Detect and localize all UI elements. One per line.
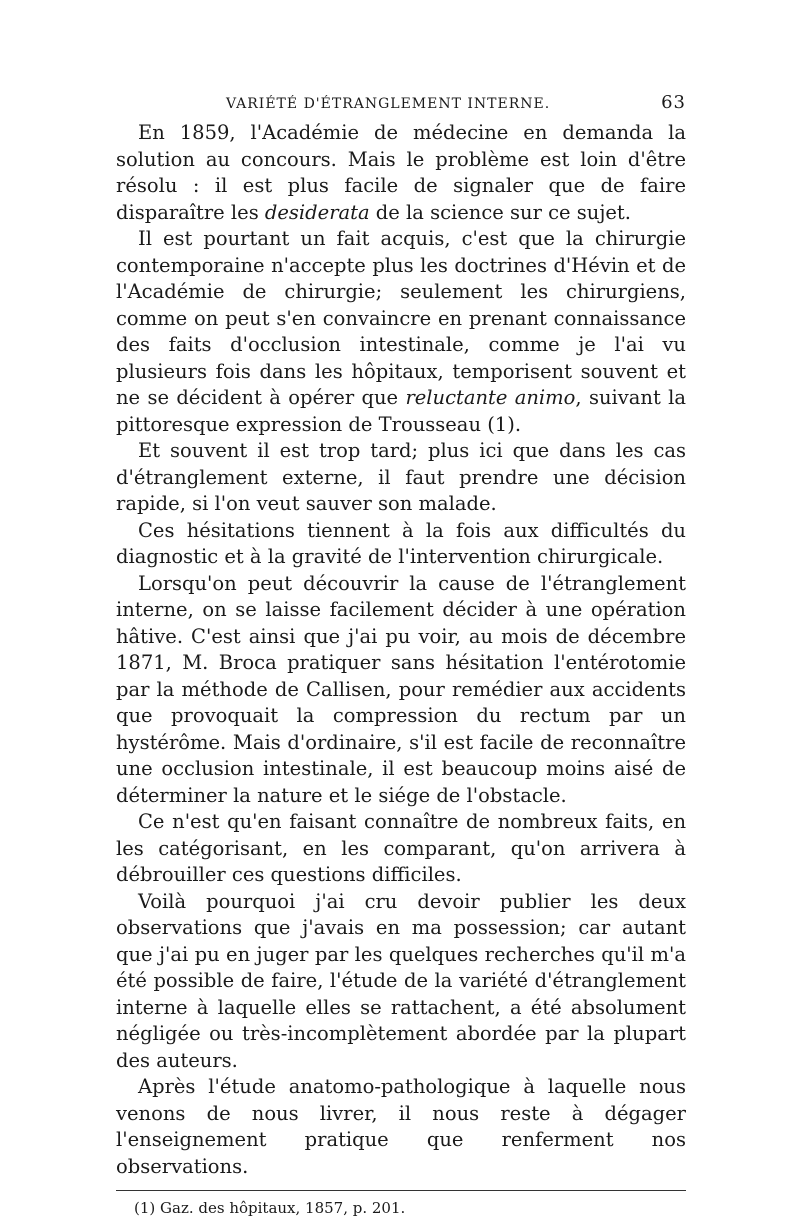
text-segment: Lorsqu'on peut découvrir la cause de l'étranglement interne, on se laisse facilement décider à une opération hâtive. C'est ainsi que j'ai pu voir, au mois de décembre 1871, M. Broca pratiquer sans hésitation l'entérotomie par la méthode de Callisen, pour remédier aux accidents que provoquait la compression du rectum par un hystérôme. Mais d'ordinaire, s'il est facile de reconnaître une occlusion intestinale, il est beaucoup moins aisé de déterminer la nature et le siége de l'obstacle. (116, 571, 686, 807)
paragraph (116, 809, 686, 889)
paragraph (116, 571, 686, 810)
running-head (116, 92, 686, 120)
paragraph (116, 518, 686, 571)
italic-phrase: reluctante animo (405, 386, 576, 409)
footnote: (1) Gaz. des hôpitaux, 1857, p. 201. (134, 1199, 406, 1217)
text-segment: de la science sur ce sujet. (369, 200, 631, 224)
paragraph (116, 120, 686, 226)
page-number: 63 (661, 92, 686, 113)
running-title: VARIÉTÉ D'ÉTRANGLEMENT INTERNE. (226, 96, 551, 112)
text-segment: Après l'étude anatomo-pathologique à laquelle nous venons de nous livrer, il nous reste à dégager l'enseignement pratique que renferment nos observations. (116, 1075, 686, 1178)
text-segment: En 1859, l'Académie de médecine en demanda la solution au concours. Mais le problème est loin d'être résolu : il est plus facile de signaler que de faire disparaître les (116, 121, 686, 224)
paragraph (116, 1074, 686, 1180)
footnote-rule (116, 1190, 686, 1191)
page (116, 92, 686, 1217)
body-text (116, 120, 686, 1180)
paragraph (116, 889, 686, 1075)
text-segment: Voilà pourquoi j'ai cru devoir publier les deux observations que j'avais en ma possession; car autant que j'ai pu en juger par les quelques recherches qu'il m'a été possible de faire, l'étude de la variété d'étranglement interne à laquelle elles se rattachent, a été absolument négligée ou très-incomplètement abordée par la plupart des auteurs. (116, 889, 686, 1072)
text-segment: , suivant la pittoresque expression de Trousseau (1). (116, 386, 686, 436)
italic-phrase: desiderata (264, 200, 370, 224)
text-segment: Il est pourtant un fait acquis, c'est que la chirurgie contemporaine n'accepte plus les doctrines d'Hévin et de l'Académie de chirurgie; seulement les chirurgiens, comme on peut s'en convaincre en prenant connaissance des faits d'occlusion intestinale, comme je l'ai vu plusieurs fois dans les hôpitaux, temporisent souvent et ne se décident à opérer que (116, 227, 686, 409)
text-segment: Ce n'est qu'en faisant connaître de nombreux faits, en les catégorisant, en les comparant, qu'on arrivera à débrouiller ces questions difficiles. (116, 810, 686, 886)
text-segment: Et souvent il est trop tard; plus ici que dans les cas d'étranglement externe, il faut prendre une décision rapide, si l'on veut sauver son malade. (116, 439, 686, 515)
paragraph (116, 226, 686, 438)
paragraph (116, 438, 686, 518)
text-segment: Ces hésitations tiennent à la fois aux difficultés du diagnostic et à la gravité de l'intervention chirurgicale. (116, 518, 686, 568)
